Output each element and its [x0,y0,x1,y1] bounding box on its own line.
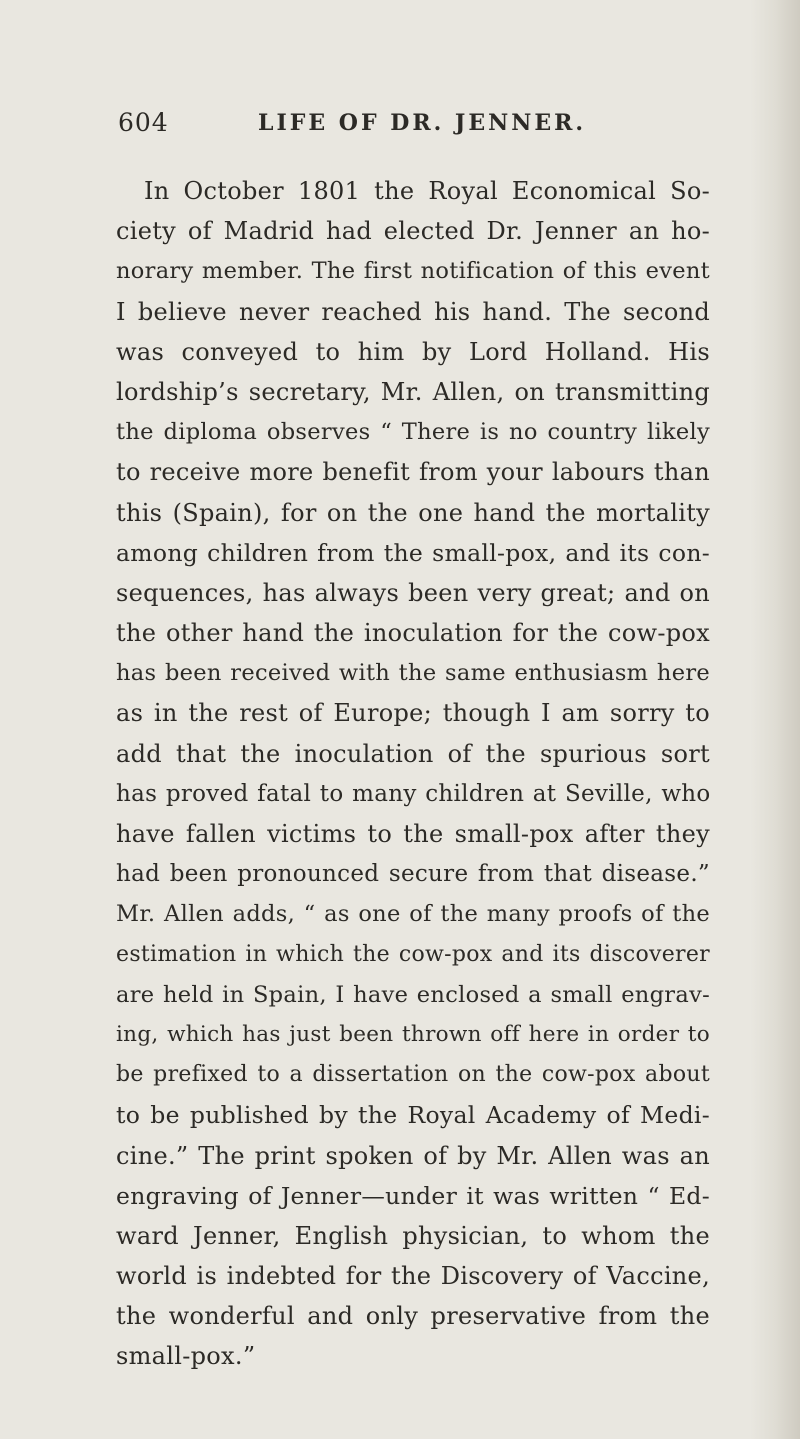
page-number: 604 [118,108,169,137]
text-line: ing, which has just been thrown off here in order to [116,1021,710,1047]
text-line: estimation in which the cow-pox and its discoverer [116,941,710,967]
text-line: engraving of Jenner—under it was written “ Ed- [116,1181,710,1210]
text-line: to receive more benefit from your labours than [116,458,710,487]
text-line: the other hand the inoculation for the cow-pox [116,619,710,648]
body-paragraph [116,171,710,1377]
text-line: ward Jenner, English physician, to whom the [116,1221,710,1250]
text-line: cine.” The print spoken of by Mr. Allen was an [116,1141,710,1170]
text-line: In October 1801 the Royal Economical So- [144,177,710,205]
text-line: small-pox.” [116,1342,256,1371]
text-line: the wonderful and only preservative from the [116,1302,710,1331]
text-line: ciety of Madrid had elected Dr. Jenner an ho- [116,217,710,246]
text-line: I believe never reached his hand. The second [116,297,710,326]
text-line: have fallen victims to the small-pox after they [116,820,710,848]
text-line: sequences, has always been very great; and on [116,578,710,607]
text-line: this (Spain), for on the one hand the mortality [116,498,710,527]
text-line: the diploma observes “ There is no country likely [116,419,710,446]
text-line: has been received with the same enthusiasm here [116,660,710,687]
text-line: among children from the small-pox, and its con- [116,538,710,567]
text-line: be prefixed to a dissertation on the cow-pox about [116,1062,710,1088]
text-line: Mr. Allen adds, “ as one of the many proofs of the [116,901,710,928]
running-head: LIFE OF DR. JENNER. [258,110,587,136]
page-edge-shadow [750,0,800,1439]
text-line: as in the rest of Europe; though I am sorry to [116,699,710,728]
text-line: has proved fatal to many children at Seville, who [116,780,711,807]
text-line: are held in Spain, I have enclosed a small engrav- [116,981,710,1008]
text-line: was conveyed to him by Lord Holland. His [116,337,710,366]
text-line: lordship’s secretary, Mr. Allen, on transmitting [116,377,710,406]
page-header [118,108,718,152]
text-line: world is indebted for the Discovery of Vaccine, [116,1262,710,1291]
text-line: had been pronounced secure from that disease.” [116,861,710,888]
text-line: add that the inoculation of the spurious sort [116,739,710,768]
text-line: norary member. The first notification of this event [116,258,710,285]
text-line: to be published by the Royal Academy of Medi- [116,1101,710,1130]
